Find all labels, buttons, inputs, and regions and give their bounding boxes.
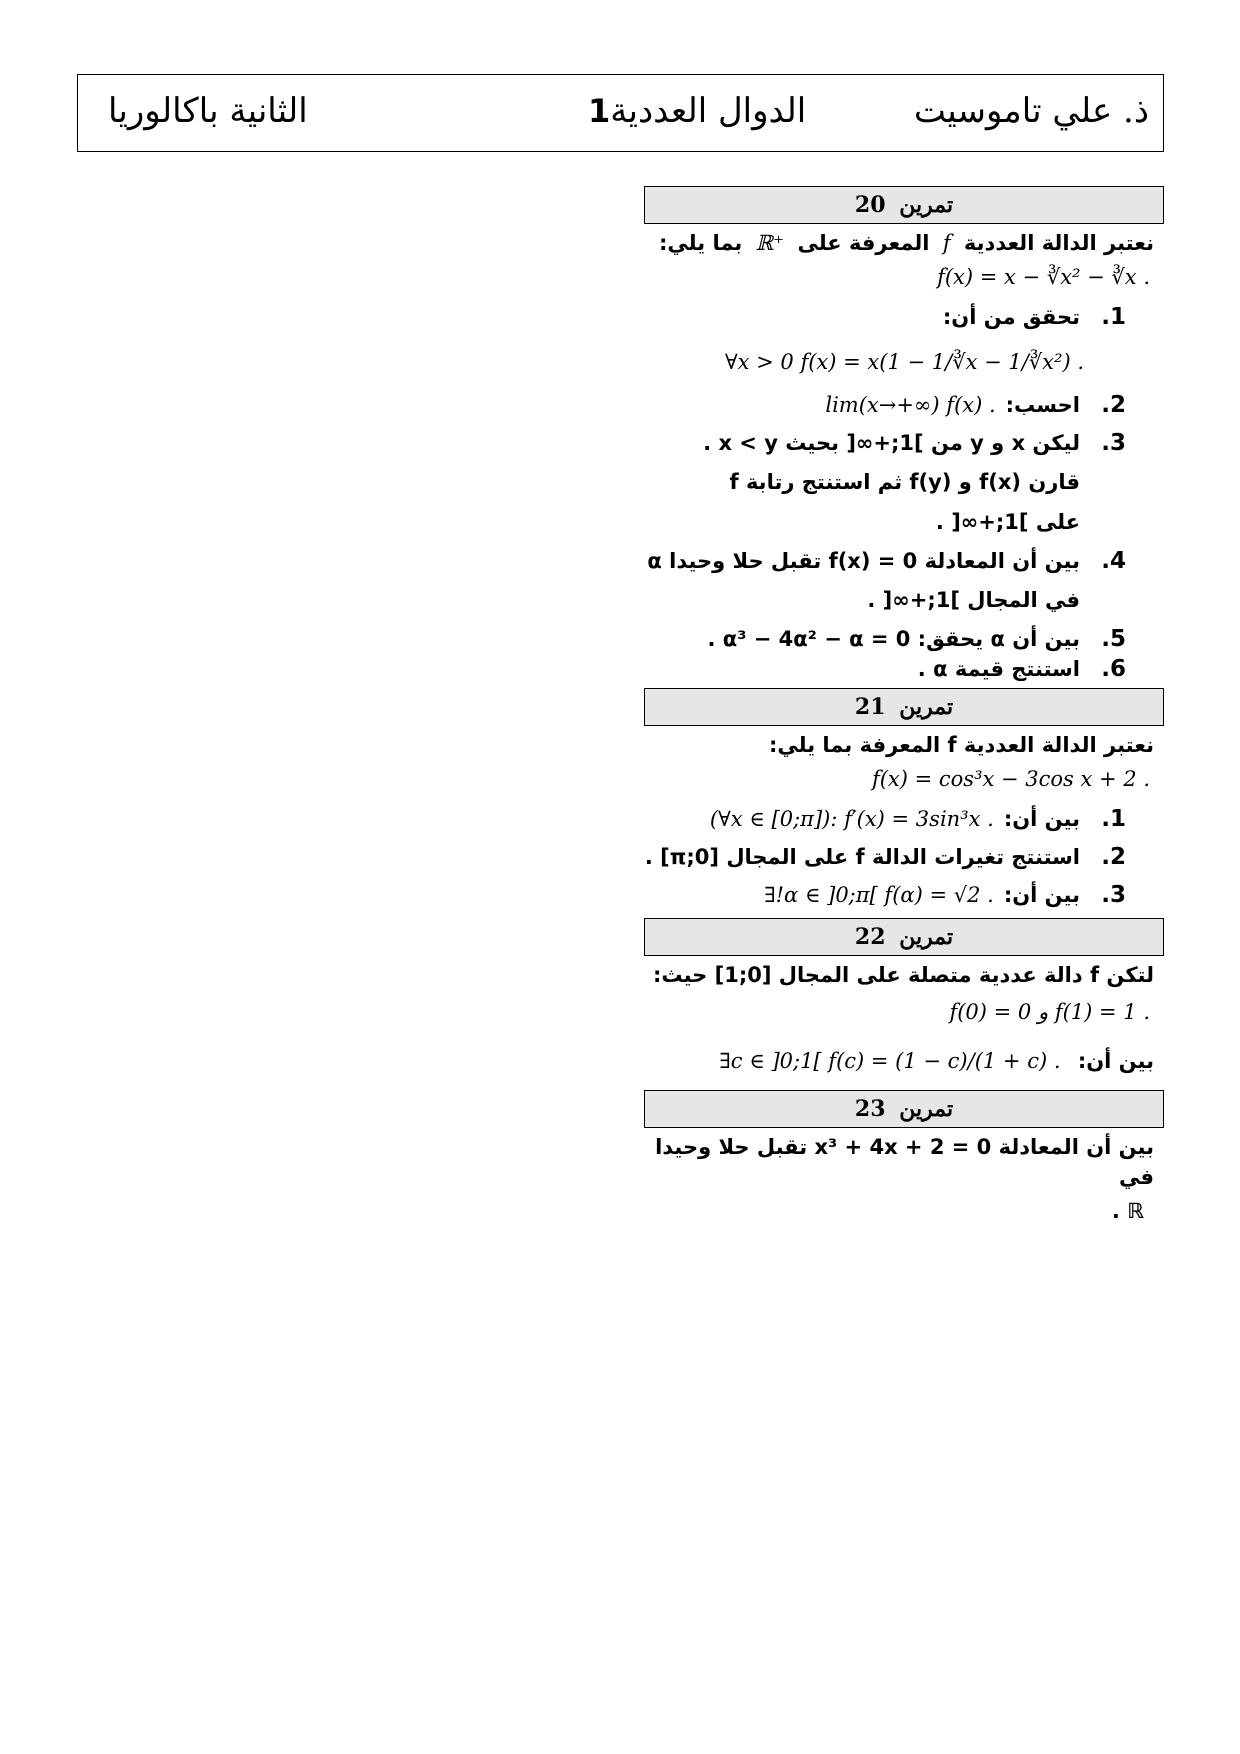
exercise-number: 20: [854, 192, 886, 218]
exercise-title-word: تمرين: [899, 192, 954, 218]
exercise-20-item-1: [644, 298, 1164, 336]
item-number: 2.: [1101, 844, 1126, 870]
prove-math: ∃c ∈ ]0;1[ f(c) = (1 − c)/(1 + c) .: [719, 1049, 1061, 1073]
exercise-title-word: تمرين: [899, 694, 954, 720]
exercise-20-item-3-cont-1: قارن f(x) و f(y) ثم استنتج رتابة f: [729, 470, 1080, 494]
item-number: 5.: [1101, 626, 1126, 652]
prove-label: بين أن:: [1077, 1049, 1154, 1073]
exercise-20-item-1-math: [644, 336, 1164, 386]
intro-function: f: [942, 231, 951, 255]
exercise-20-item-3: [644, 424, 1164, 462]
exercise-20-item-2: [644, 386, 1164, 424]
exercise-22-title: [644, 918, 1164, 956]
exercise-23-line-2: ℝ .: [1111, 1199, 1144, 1223]
header-unit-number: 1: [588, 92, 611, 130]
header-title: [578, 91, 806, 131]
item-math: ∃!α ∈ ]0;π[ f(α) = √2 .: [764, 883, 994, 907]
exercise-20-item-4: [644, 542, 1164, 580]
intro-text-a: نعتبر الدالة العددية: [963, 231, 1154, 255]
item-text: تحقق من أن:: [942, 305, 1080, 329]
exercise-column: [644, 186, 1164, 1226]
exercise-21-item-2: [644, 838, 1164, 876]
item-number: 6.: [1101, 656, 1126, 682]
exercise-number: 21: [854, 694, 886, 720]
exercise-21-title: [644, 688, 1164, 726]
intro-text-c: بما يلي:: [659, 231, 743, 255]
exercise-22-intro: لتكن f دالة عددية متصلة على المجال [0;1] حيث:: [652, 963, 1154, 987]
item-text: استنتج تغيرات الدالة f على المجال [0;π] .: [644, 845, 1080, 869]
item-number: 2.: [1101, 392, 1126, 418]
item-number: 1.: [1101, 806, 1126, 832]
exercise-21-item-3: [644, 876, 1164, 914]
item-number: 1.: [1101, 304, 1126, 330]
item-number: 3.: [1101, 430, 1126, 456]
exercise-21-intro: نعتبر الدالة العددية f المعرفة بما يلي:: [769, 733, 1154, 757]
item-text: بين أن المعادلة f(x) = 0 تقبل حلا وحيدا α: [647, 549, 1080, 573]
intro-set: ℝ⁺: [755, 231, 785, 255]
item-number: 3.: [1101, 882, 1126, 908]
item-text: استنتج قيمة α .: [917, 657, 1080, 681]
item-text: بين أن α يحقق: α³ − 4α² − α = 0 .: [707, 627, 1080, 651]
exercise-number: 23: [854, 1096, 886, 1122]
formula: f(0) = 0 و f(1) = 1 .: [949, 1000, 1150, 1024]
exercise-22-prove: [644, 1032, 1164, 1086]
item-number: 4.: [1101, 548, 1126, 574]
exercise-20-formula: [644, 258, 1164, 294]
item-math: (∀x ∈ [0;π]): f′(x) = 3sin³x .: [709, 807, 994, 831]
exercise-20-title: [644, 186, 1164, 224]
item-text: بين أن:: [1003, 807, 1080, 831]
exercise-23-line-1: بين أن المعادلة x³ + 4x + 2 = 0 تقبل حلا وحيدا في: [655, 1135, 1154, 1189]
item-text: احسب:: [1005, 393, 1080, 417]
item-math: lim(x→+∞) f(x) .: [825, 393, 996, 417]
page-header: [77, 74, 1164, 152]
intro-text-b: المعرفة على: [797, 231, 930, 255]
exercise-20-intro: [644, 224, 1164, 258]
header-title-text: الدوال العددية: [610, 91, 807, 131]
formula: f(x) = cos³x − 3cos x + 2 .: [871, 767, 1150, 791]
exercise-23-title: [644, 1090, 1164, 1128]
exercise-21-formula: [644, 760, 1164, 796]
formula: f(x) = x − ∛x² − ∛x .: [937, 265, 1150, 289]
header-teacher: ذ. علي تاموسيت: [913, 91, 1149, 131]
exercise-22-formula: [644, 990, 1164, 1032]
exercise-21-item-1: [644, 800, 1164, 838]
exercise-20-item-4-cont-1: في المجال ]1;+∞[ .: [867, 588, 1080, 612]
item-text: ليكن x و y من ]1;+∞[ بحيث x < y .: [703, 431, 1080, 455]
exercise-title-word: تمرين: [899, 924, 954, 950]
exercise-title-word: تمرين: [899, 1096, 954, 1122]
header-level: الثانية باكالوريا: [108, 91, 308, 131]
item-text: بين أن:: [1003, 883, 1080, 907]
exercise-20-item-3-cont-2: على ]1;+∞[ .: [935, 510, 1080, 534]
item-math: ∀x > 0 f(x) = x(1 − 1/∛x − 1/∛x²) .: [724, 350, 1084, 374]
exercise-number: 22: [854, 924, 886, 950]
